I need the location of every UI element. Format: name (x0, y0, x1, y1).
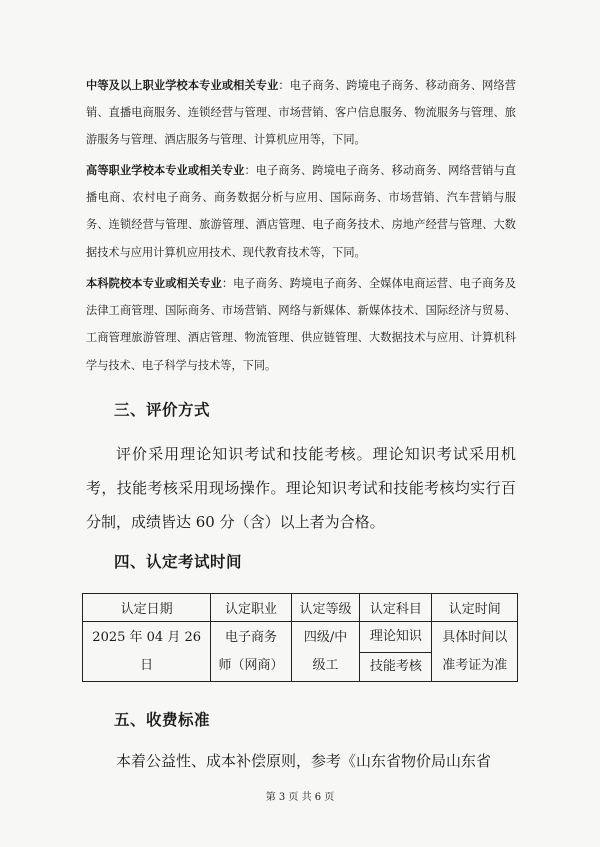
column-header-occupation: 认定职业 (211, 594, 291, 622)
cell-time (432, 622, 518, 682)
section-heading-fees: 五、收费标准 (114, 710, 211, 729)
majors-undergrad-text: ：电子商务、跨境电子商务、全媒体电商运营、电子商务及法律工商管理、国际商务、市场营销、网络与新媒体、新媒体技术、国际经济与贸易、工商管理旅游管理、酒店管理、物流管理、供应链管理、大数据技术与应用、计算机科学与技术、电子科学与技术等，下同。 (86, 277, 516, 372)
cell-occupation-line1: 电子商务 (225, 629, 278, 645)
cell-level-line1: 四级/中 (303, 629, 348, 645)
cell-time-line1: 具体时间以 (442, 629, 508, 645)
cell-subject-skill: 技能考核 (360, 653, 432, 682)
table-header-row (83, 594, 518, 622)
majors-undergrad-paragraph (86, 270, 516, 379)
section-heading-evaluation: 三、评价方式 (114, 400, 211, 419)
majors-undergrad-label: 本科院校本专业或相关专业 (86, 276, 222, 290)
majors-vocational-text: ：电子商务、跨境电子商务、移动商务、网络营销与直播电商、农村电子商务、商务数据分析与应用、国际商务、市场营销、汽车营销与服务、连锁经营与管理、旅游管理、酒店管理、电子商务技术、房地产经营与管理、大数据技术与应用计算机应用技术、现代教育技术等，下同。 (86, 164, 516, 259)
cell-level (291, 622, 360, 682)
cell-occupation-line2: 师（网商） (218, 657, 284, 673)
cell-occupation (211, 622, 291, 682)
column-header-subject: 认定科目 (360, 594, 432, 622)
exam-schedule-table (82, 593, 518, 682)
page-number-footer: 第 3 页 共 6 页 (265, 792, 335, 803)
cell-level-line2: 级工 (312, 657, 339, 673)
cell-time-line2: 准考证为准 (442, 657, 508, 673)
cell-subject-theory: 理论知识 (360, 622, 432, 653)
majors-vocational-label: 高等职业学校本专业或相关专业 (86, 163, 245, 177)
cell-date: 2025 年 04 月 26 日 (83, 622, 211, 682)
column-header-level: 认定等级 (291, 594, 360, 622)
majors-secondary-label: 中等及以上职业学校本专业或相关专业 (86, 78, 279, 92)
table-row (83, 622, 518, 653)
majors-secondary-paragraph (86, 72, 516, 154)
majors-secondary-text: ：电子商务、跨境电子商务、移动商务、网络营销、直播电商服务、连锁经营与管理、市场营销、客户信息服务、物流服务与管理、旅游服务与管理、酒店服务与管理、计算机应用等，下同。 (86, 79, 516, 147)
fees-body: 本着公益性、成本补偿原则，参考《山东省物价局山东省 (116, 752, 492, 770)
section-heading-exam-time: 四、认定考试时间 (114, 552, 243, 571)
evaluation-body: 评价采用理论知识考试和技能考核。理论知识考试采用机考，技能考核采用现场操作。理论知识考试和技能考核均实行百分制，成绩皆达 60 分（含）以上者为合格。 (86, 445, 516, 531)
majors-vocational-paragraph (86, 157, 516, 266)
column-header-date: 认定日期 (83, 594, 211, 622)
column-header-time: 认定时间 (432, 594, 518, 622)
